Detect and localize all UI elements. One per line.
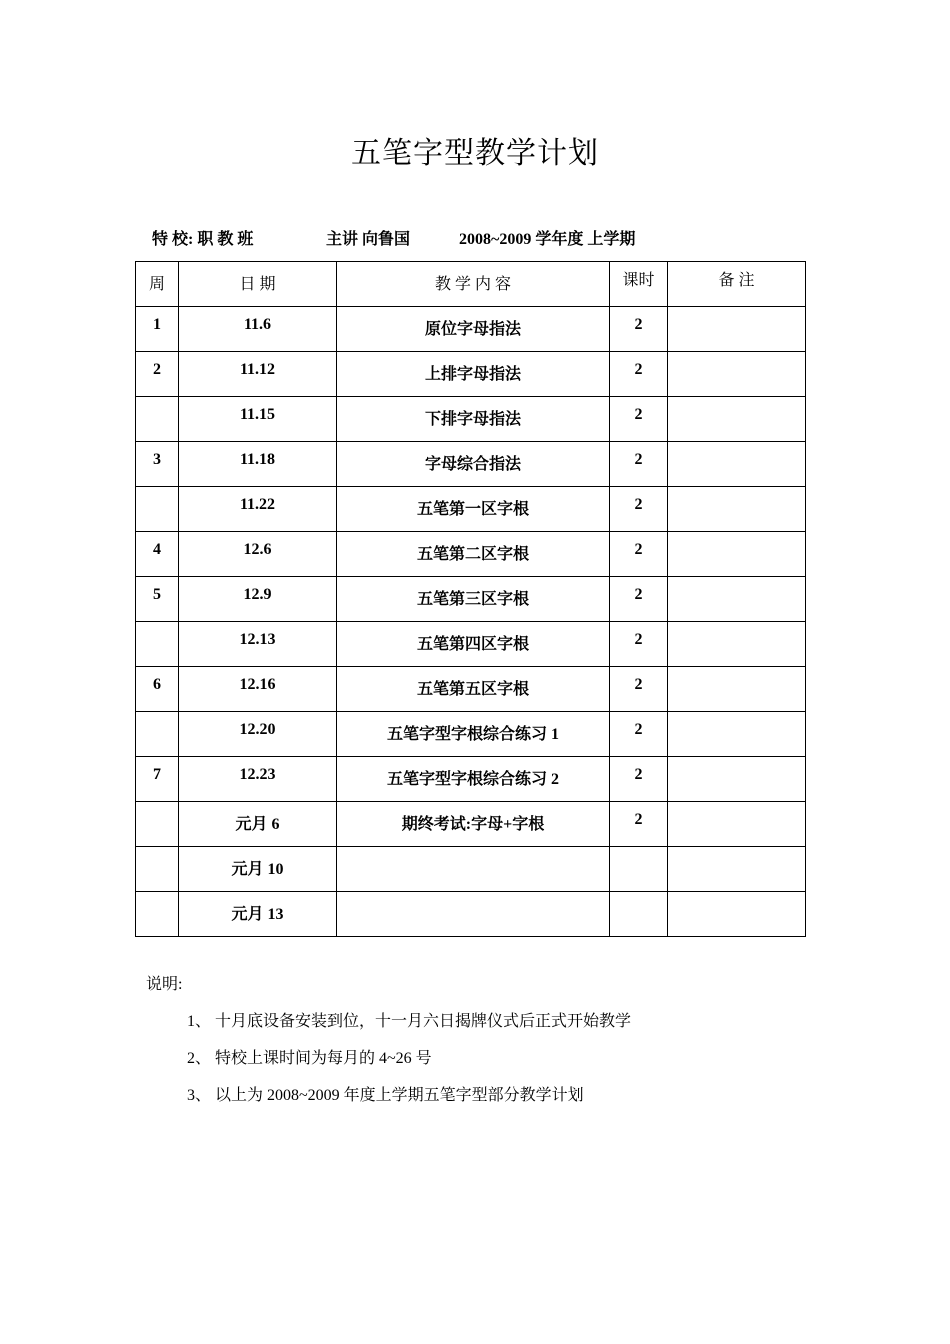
- cell-hours: 2: [610, 307, 668, 352]
- cell-remarks: [668, 397, 806, 442]
- cell-hours: 2: [610, 622, 668, 667]
- cell-hours: 2: [610, 712, 668, 757]
- cell-week: 3: [136, 442, 179, 487]
- cell-hours: 2: [610, 487, 668, 532]
- cell-date: 11.15: [179, 397, 337, 442]
- cell-date: 11.12: [179, 352, 337, 397]
- cell-remarks: [668, 442, 806, 487]
- table-row: [136, 577, 806, 622]
- cell-date: 12.20: [179, 712, 337, 757]
- header-content: 教 学 内 容: [337, 262, 610, 307]
- table-row: [136, 397, 806, 442]
- table-row: [136, 667, 806, 712]
- cell-date: 元月 6: [179, 802, 337, 847]
- note-text: 以上为 2008~2009 年度上学期五笔字型部分教学计划: [215, 1087, 584, 1104]
- cell-content: 期终考试:字母+字根: [337, 802, 610, 847]
- term-label: 2008~2009 学年度 上学期: [459, 231, 636, 248]
- cell-week: [136, 622, 179, 667]
- table-row: [136, 487, 806, 532]
- cell-remarks: [668, 712, 806, 757]
- table-row: [136, 622, 806, 667]
- table-row: [136, 307, 806, 352]
- cell-week: 5: [136, 577, 179, 622]
- cell-date: 11.18: [179, 442, 337, 487]
- teaching-plan-table: [135, 261, 806, 937]
- cell-date: 12.6: [179, 532, 337, 577]
- cell-hours: 2: [610, 442, 668, 487]
- cell-date: 12.16: [179, 667, 337, 712]
- note-item: [187, 1045, 432, 1068]
- cell-hours: 2: [610, 532, 668, 577]
- cell-hours: [610, 892, 668, 937]
- table-row: [136, 802, 806, 847]
- cell-week: [136, 847, 179, 892]
- page-title: 五笔字型教学计划: [351, 137, 599, 170]
- header-remarks: 备 注: [668, 262, 806, 307]
- table-row: [136, 892, 806, 937]
- cell-content: 五笔第一区字根: [337, 487, 610, 532]
- cell-remarks: [668, 577, 806, 622]
- header-week: 周: [136, 262, 179, 307]
- cell-remarks: [668, 847, 806, 892]
- cell-date: 12.9: [179, 577, 337, 622]
- cell-week: [136, 397, 179, 442]
- table-row: [136, 847, 806, 892]
- cell-content: 五笔字型字根综合练习 2: [337, 757, 610, 802]
- table-row: [136, 712, 806, 757]
- cell-date: 11.6: [179, 307, 337, 352]
- cell-content: 五笔第五区字根: [337, 667, 610, 712]
- cell-hours: 2: [610, 667, 668, 712]
- cell-remarks: [668, 892, 806, 937]
- cell-week: [136, 712, 179, 757]
- cell-week: 6: [136, 667, 179, 712]
- cell-remarks: [668, 667, 806, 712]
- cell-hours: 2: [610, 397, 668, 442]
- cell-remarks: [668, 622, 806, 667]
- table-row: [136, 532, 806, 577]
- cell-week: [136, 892, 179, 937]
- cell-week: [136, 802, 179, 847]
- cell-week: 2: [136, 352, 179, 397]
- cell-content: [337, 847, 610, 892]
- note-number: 3、: [187, 1087, 212, 1104]
- cell-date: 11.22: [179, 487, 337, 532]
- cell-hours: 2: [610, 352, 668, 397]
- cell-remarks: [668, 757, 806, 802]
- table-header-row: [136, 262, 806, 307]
- note-number: 1、: [187, 1013, 212, 1030]
- cell-remarks: [668, 307, 806, 352]
- notes-heading: 说明:: [146, 976, 183, 993]
- cell-remarks: [668, 352, 806, 397]
- cell-content: 字母综合指法: [337, 442, 610, 487]
- cell-content: 五笔第三区字根: [337, 577, 610, 622]
- school-class-label: 特 校: 职 教 班: [152, 231, 254, 248]
- cell-hours: 2: [610, 757, 668, 802]
- cell-content: 下排字母指法: [337, 397, 610, 442]
- note-number: 2、: [187, 1050, 212, 1067]
- cell-date: 元月 13: [179, 892, 337, 937]
- cell-remarks: [668, 487, 806, 532]
- cell-week: 1: [136, 307, 179, 352]
- cell-content: 上排字母指法: [337, 352, 610, 397]
- cell-remarks: [668, 802, 806, 847]
- cell-week: 4: [136, 532, 179, 577]
- note-text: 十月底设备安装到位，十一月六日揭牌仪式后正式开始教学: [215, 1013, 632, 1030]
- header-hours: 课时: [610, 262, 668, 307]
- table-row: [136, 352, 806, 397]
- cell-date: 12.13: [179, 622, 337, 667]
- cell-date: 元月 10: [179, 847, 337, 892]
- cell-content: 五笔第四区字根: [337, 622, 610, 667]
- cell-content: 五笔第二区字根: [337, 532, 610, 577]
- cell-hours: [610, 847, 668, 892]
- cell-hours: 2: [610, 577, 668, 622]
- cell-remarks: [668, 532, 806, 577]
- cell-content: [337, 892, 610, 937]
- header-date: 日 期: [179, 262, 337, 307]
- cell-content: 五笔字型字根综合练习 1: [337, 712, 610, 757]
- note-item: [187, 1082, 584, 1105]
- cell-content: 原位字母指法: [337, 307, 610, 352]
- cell-week: [136, 487, 179, 532]
- teacher-label: 主讲 向鲁国: [326, 231, 411, 248]
- note-item: [187, 1008, 631, 1031]
- table-row: [136, 442, 806, 487]
- cell-hours: 2: [610, 802, 668, 847]
- cell-week: 7: [136, 757, 179, 802]
- table-row: [136, 757, 806, 802]
- cell-date: 12.23: [179, 757, 337, 802]
- note-text: 特校上课时间为每月的 4~26 号: [215, 1050, 432, 1067]
